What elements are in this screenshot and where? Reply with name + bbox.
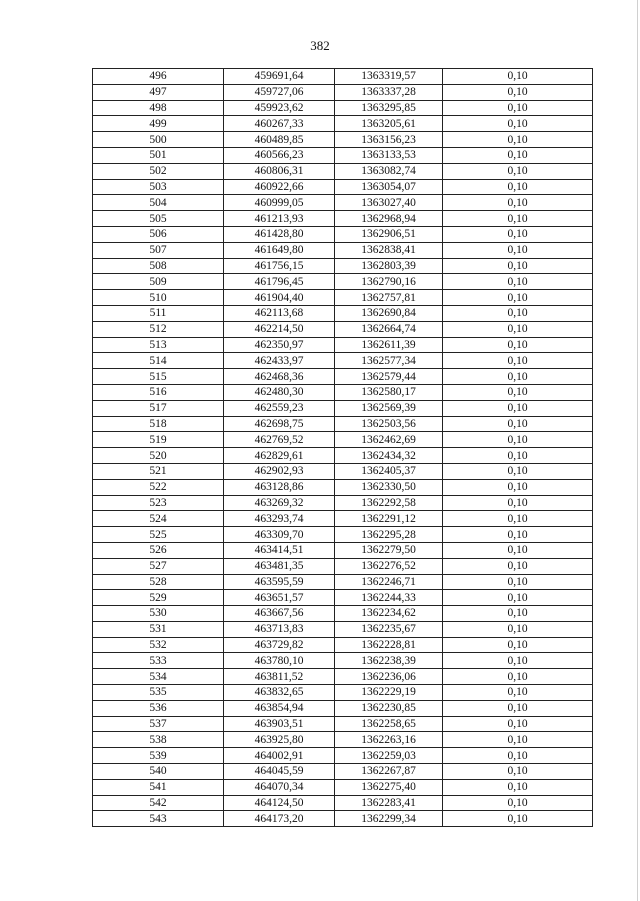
y-coordinate-cell: 1362330,50: [335, 479, 443, 495]
point-number-cell: 541: [93, 779, 224, 795]
table-row: [93, 748, 593, 764]
error-cell: 0,10: [443, 748, 593, 764]
table-row: [93, 321, 593, 337]
y-coordinate-cell: 1363337,28: [335, 84, 443, 100]
y-coordinate-cell: 1362279,50: [335, 542, 443, 558]
y-coordinate-cell: 1362276,52: [335, 558, 443, 574]
x-coordinate-cell: 464173,20: [224, 811, 335, 827]
x-coordinate-cell: 463309,70: [224, 527, 335, 543]
point-number-cell: 499: [93, 116, 224, 132]
x-coordinate-cell: 459691,64: [224, 69, 335, 85]
table-row: [93, 621, 593, 637]
error-cell: 0,10: [443, 179, 593, 195]
x-coordinate-cell: 462214,50: [224, 321, 335, 337]
x-coordinate-cell: 459923,62: [224, 100, 335, 116]
y-coordinate-cell: 1362238,39: [335, 653, 443, 669]
error-cell: 0,10: [443, 69, 593, 85]
y-coordinate-cell: 1363295,85: [335, 100, 443, 116]
y-coordinate-cell: 1362236,06: [335, 669, 443, 685]
error-cell: 0,10: [443, 416, 593, 432]
table-row: [93, 400, 593, 416]
point-number-cell: 526: [93, 542, 224, 558]
table-row: [93, 195, 593, 211]
x-coordinate-cell: 463269,32: [224, 495, 335, 511]
point-number-cell: 535: [93, 685, 224, 701]
x-coordinate-cell: 461904,40: [224, 290, 335, 306]
y-coordinate-cell: 1362244,33: [335, 590, 443, 606]
y-coordinate-cell: 1363133,53: [335, 147, 443, 163]
y-coordinate-cell: 1362434,32: [335, 448, 443, 464]
x-coordinate-cell: 460566,23: [224, 147, 335, 163]
table-row: [93, 432, 593, 448]
x-coordinate-cell: 463651,57: [224, 590, 335, 606]
x-coordinate-cell: 463811,52: [224, 669, 335, 685]
y-coordinate-cell: 1362275,40: [335, 779, 443, 795]
error-cell: 0,10: [443, 432, 593, 448]
table-row: [93, 448, 593, 464]
table-row: [93, 84, 593, 100]
y-coordinate-cell: 1362611,39: [335, 337, 443, 353]
point-number-cell: 518: [93, 416, 224, 432]
y-coordinate-cell: 1363156,23: [335, 132, 443, 148]
error-cell: 0,10: [443, 147, 593, 163]
table-row: [93, 606, 593, 622]
y-coordinate-cell: 1362462,69: [335, 432, 443, 448]
y-coordinate-cell: 1363082,74: [335, 163, 443, 179]
x-coordinate-cell: 459727,06: [224, 84, 335, 100]
x-coordinate-cell: 463729,82: [224, 637, 335, 653]
x-coordinate-cell: 462350,97: [224, 337, 335, 353]
table-row: [93, 116, 593, 132]
error-cell: 0,10: [443, 606, 593, 622]
error-cell: 0,10: [443, 764, 593, 780]
y-coordinate-cell: 1362838,41: [335, 242, 443, 258]
table-row: [93, 653, 593, 669]
point-number-cell: 538: [93, 732, 224, 748]
x-coordinate-cell: 462902,93: [224, 463, 335, 479]
table-row: [93, 305, 593, 321]
y-coordinate-cell: 1362790,16: [335, 274, 443, 290]
error-cell: 0,10: [443, 621, 593, 637]
point-number-cell: 498: [93, 100, 224, 116]
table-row: [93, 732, 593, 748]
table-row: [93, 495, 593, 511]
y-coordinate-cell: 1362263,16: [335, 732, 443, 748]
x-coordinate-cell: 460999,05: [224, 195, 335, 211]
y-coordinate-cell: 1362757,81: [335, 290, 443, 306]
table-row: [93, 290, 593, 306]
table-row: [93, 147, 593, 163]
error-cell: 0,10: [443, 495, 593, 511]
table-row: [93, 764, 593, 780]
error-cell: 0,10: [443, 811, 593, 827]
y-coordinate-cell: 1362968,94: [335, 211, 443, 227]
error-cell: 0,10: [443, 274, 593, 290]
point-number-cell: 529: [93, 590, 224, 606]
y-coordinate-cell: 1363205,61: [335, 116, 443, 132]
table-row: [93, 511, 593, 527]
point-number-cell: 520: [93, 448, 224, 464]
x-coordinate-cell: 463780,10: [224, 653, 335, 669]
error-cell: 0,10: [443, 574, 593, 590]
point-number-cell: 509: [93, 274, 224, 290]
point-number-cell: 540: [93, 764, 224, 780]
error-cell: 0,10: [443, 527, 593, 543]
table-row: [93, 574, 593, 590]
x-coordinate-cell: 463925,80: [224, 732, 335, 748]
point-number-cell: 543: [93, 811, 224, 827]
error-cell: 0,10: [443, 795, 593, 811]
y-coordinate-cell: 1362229,19: [335, 685, 443, 701]
y-coordinate-cell: 1362228,81: [335, 637, 443, 653]
point-number-cell: 536: [93, 700, 224, 716]
y-coordinate-cell: 1362295,28: [335, 527, 443, 543]
table-row: [93, 637, 593, 653]
page-edge-line: [637, 0, 638, 901]
y-coordinate-cell: 1362503,56: [335, 416, 443, 432]
point-number-cell: 500: [93, 132, 224, 148]
error-cell: 0,10: [443, 685, 593, 701]
error-cell: 0,10: [443, 116, 593, 132]
table-row: [93, 163, 593, 179]
x-coordinate-cell: 463293,74: [224, 511, 335, 527]
point-number-cell: 508: [93, 258, 224, 274]
table-row: [93, 274, 593, 290]
error-cell: 0,10: [443, 400, 593, 416]
x-coordinate-cell: 461649,80: [224, 242, 335, 258]
table-row: [93, 258, 593, 274]
table-row: [93, 337, 593, 353]
error-cell: 0,10: [443, 100, 593, 116]
error-cell: 0,10: [443, 653, 593, 669]
error-cell: 0,10: [443, 637, 593, 653]
table-row: [93, 795, 593, 811]
table-row: [93, 226, 593, 242]
error-cell: 0,10: [443, 479, 593, 495]
error-cell: 0,10: [443, 384, 593, 400]
y-coordinate-cell: 1362291,12: [335, 511, 443, 527]
table-row: [93, 779, 593, 795]
table-row: [93, 100, 593, 116]
table-row: [93, 416, 593, 432]
y-coordinate-cell: 1362230,85: [335, 700, 443, 716]
y-coordinate-cell: 1362664,74: [335, 321, 443, 337]
x-coordinate-cell: 464045,59: [224, 764, 335, 780]
error-cell: 0,10: [443, 511, 593, 527]
point-number-cell: 524: [93, 511, 224, 527]
x-coordinate-cell: 462829,61: [224, 448, 335, 464]
y-coordinate-cell: 1362580,17: [335, 384, 443, 400]
error-cell: 0,10: [443, 732, 593, 748]
point-number-cell: 503: [93, 179, 224, 195]
x-coordinate-cell: 462468,36: [224, 369, 335, 385]
error-cell: 0,10: [443, 779, 593, 795]
y-coordinate-cell: 1362569,39: [335, 400, 443, 416]
point-number-cell: 534: [93, 669, 224, 685]
point-number-cell: 497: [93, 84, 224, 100]
x-coordinate-cell: 463713,83: [224, 621, 335, 637]
point-number-cell: 501: [93, 147, 224, 163]
error-cell: 0,10: [443, 353, 593, 369]
error-cell: 0,10: [443, 242, 593, 258]
x-coordinate-cell: 463481,35: [224, 558, 335, 574]
error-cell: 0,10: [443, 305, 593, 321]
error-cell: 0,10: [443, 700, 593, 716]
table-row: [93, 811, 593, 827]
y-coordinate-cell: 1362292,58: [335, 495, 443, 511]
table-row: [93, 463, 593, 479]
y-coordinate-cell: 1362579,44: [335, 369, 443, 385]
x-coordinate-cell: 464124,50: [224, 795, 335, 811]
x-coordinate-cell: 464002,91: [224, 748, 335, 764]
x-coordinate-cell: 463128,86: [224, 479, 335, 495]
point-number-cell: 502: [93, 163, 224, 179]
table-row: [93, 590, 593, 606]
point-number-cell: 505: [93, 211, 224, 227]
x-coordinate-cell: 463832,65: [224, 685, 335, 701]
x-coordinate-cell: 460806,31: [224, 163, 335, 179]
table-row: [93, 132, 593, 148]
point-number-cell: 532: [93, 637, 224, 653]
page-number: 382: [310, 38, 330, 53]
table-row: [93, 542, 593, 558]
x-coordinate-cell: 463903,51: [224, 716, 335, 732]
x-coordinate-cell: 461756,15: [224, 258, 335, 274]
y-coordinate-cell: 1362906,51: [335, 226, 443, 242]
table-row: [93, 69, 593, 85]
y-coordinate-cell: 1362803,39: [335, 258, 443, 274]
x-coordinate-cell: 462698,75: [224, 416, 335, 432]
error-cell: 0,10: [443, 463, 593, 479]
point-number-cell: 530: [93, 606, 224, 622]
table-row: [93, 479, 593, 495]
table-row: [93, 669, 593, 685]
error-cell: 0,10: [443, 132, 593, 148]
table-row: [93, 700, 593, 716]
y-coordinate-cell: 1362405,37: [335, 463, 443, 479]
y-coordinate-cell: 1362246,71: [335, 574, 443, 590]
error-cell: 0,10: [443, 195, 593, 211]
table-row: [93, 179, 593, 195]
x-coordinate-cell: 461428,80: [224, 226, 335, 242]
x-coordinate-cell: 460922,66: [224, 179, 335, 195]
x-coordinate-cell: 462433,97: [224, 353, 335, 369]
x-coordinate-cell: 463414,51: [224, 542, 335, 558]
table-row: [93, 384, 593, 400]
x-coordinate-cell: 462113,68: [224, 305, 335, 321]
point-number-cell: 542: [93, 795, 224, 811]
x-coordinate-cell: 463667,56: [224, 606, 335, 622]
point-number-cell: 533: [93, 653, 224, 669]
coordinates-table: [92, 68, 593, 827]
point-number-cell: 525: [93, 527, 224, 543]
table-row: [93, 353, 593, 369]
x-coordinate-cell: 464070,34: [224, 779, 335, 795]
point-number-cell: 496: [93, 69, 224, 85]
table-row: [93, 211, 593, 227]
x-coordinate-cell: 463595,59: [224, 574, 335, 590]
y-coordinate-cell: 1362690,84: [335, 305, 443, 321]
point-number-cell: 514: [93, 353, 224, 369]
x-coordinate-cell: 462559,23: [224, 400, 335, 416]
error-cell: 0,10: [443, 558, 593, 574]
error-cell: 0,10: [443, 321, 593, 337]
table-row: [93, 716, 593, 732]
error-cell: 0,10: [443, 716, 593, 732]
point-number-cell: 528: [93, 574, 224, 590]
y-coordinate-cell: 1363027,40: [335, 195, 443, 211]
point-number-cell: 510: [93, 290, 224, 306]
y-coordinate-cell: 1362235,67: [335, 621, 443, 637]
point-number-cell: 504: [93, 195, 224, 211]
point-number-cell: 527: [93, 558, 224, 574]
y-coordinate-cell: 1362267,87: [335, 764, 443, 780]
point-number-cell: 531: [93, 621, 224, 637]
x-coordinate-cell: 460267,33: [224, 116, 335, 132]
error-cell: 0,10: [443, 84, 593, 100]
point-number-cell: 513: [93, 337, 224, 353]
x-coordinate-cell: 462480,30: [224, 384, 335, 400]
table-row: [93, 558, 593, 574]
y-coordinate-cell: 1362283,41: [335, 795, 443, 811]
point-number-cell: 516: [93, 384, 224, 400]
table-row: [93, 369, 593, 385]
table-row: [93, 242, 593, 258]
error-cell: 0,10: [443, 542, 593, 558]
y-coordinate-cell: 1362234,62: [335, 606, 443, 622]
point-number-cell: 522: [93, 479, 224, 495]
error-cell: 0,10: [443, 226, 593, 242]
point-number-cell: 511: [93, 305, 224, 321]
error-cell: 0,10: [443, 163, 593, 179]
y-coordinate-cell: 1362258,65: [335, 716, 443, 732]
table-row: [93, 685, 593, 701]
point-number-cell: 517: [93, 400, 224, 416]
point-number-cell: 515: [93, 369, 224, 385]
y-coordinate-cell: 1362299,34: [335, 811, 443, 827]
x-coordinate-cell: 460489,85: [224, 132, 335, 148]
error-cell: 0,10: [443, 590, 593, 606]
y-coordinate-cell: 1363319,57: [335, 69, 443, 85]
point-number-cell: 521: [93, 463, 224, 479]
table-body: [93, 69, 593, 827]
x-coordinate-cell: 461796,45: [224, 274, 335, 290]
x-coordinate-cell: 462769,52: [224, 432, 335, 448]
y-coordinate-cell: 1362577,34: [335, 353, 443, 369]
x-coordinate-cell: 463854,94: [224, 700, 335, 716]
error-cell: 0,10: [443, 669, 593, 685]
point-number-cell: 506: [93, 226, 224, 242]
error-cell: 0,10: [443, 369, 593, 385]
error-cell: 0,10: [443, 258, 593, 274]
point-number-cell: 539: [93, 748, 224, 764]
point-number-cell: 519: [93, 432, 224, 448]
table-row: [93, 527, 593, 543]
x-coordinate-cell: 461213,93: [224, 211, 335, 227]
y-coordinate-cell: 1362259,03: [335, 748, 443, 764]
error-cell: 0,10: [443, 290, 593, 306]
point-number-cell: 512: [93, 321, 224, 337]
y-coordinate-cell: 1363054,07: [335, 179, 443, 195]
point-number-cell: 507: [93, 242, 224, 258]
error-cell: 0,10: [443, 211, 593, 227]
error-cell: 0,10: [443, 448, 593, 464]
point-number-cell: 537: [93, 716, 224, 732]
point-number-cell: 523: [93, 495, 224, 511]
error-cell: 0,10: [443, 337, 593, 353]
